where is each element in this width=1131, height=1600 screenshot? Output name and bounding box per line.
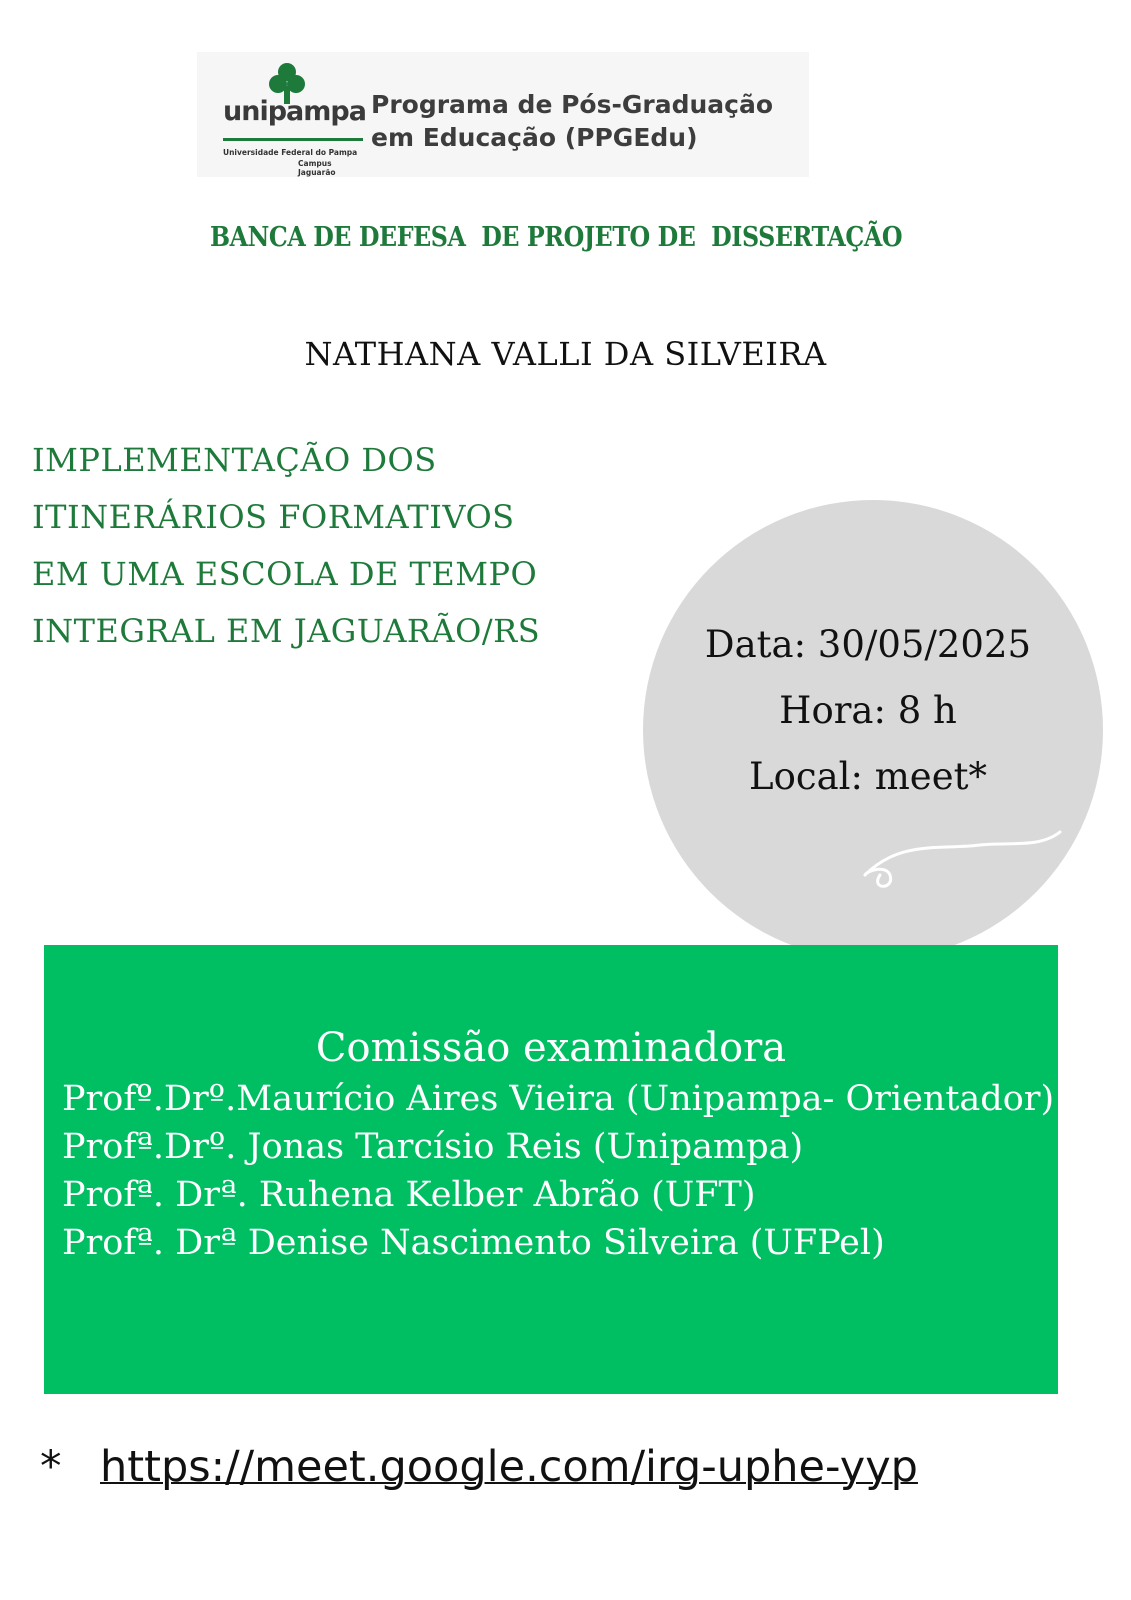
committee-member: Profª.Drº. Jonas Tarcísio Reis (Unipampa) [62,1127,804,1167]
committee-member: Profª. Drª Denise Nascimento Silveira (UFPel) [62,1223,885,1263]
thesis-title-line: INTEGRAL EM JAGUARÃO/RS [32,612,541,650]
logo-underline [223,138,363,141]
event-date: Data: 30/05/2025 [704,623,1032,666]
thesis-title [32,432,652,660]
event-details [643,612,1093,810]
decorative-squiggle-icon [860,820,1070,900]
event-location: Local: meet* [749,755,987,798]
committee-member: Profº.Drº.Maurício Aires Vieira (Unipampa- Orientador) [62,1079,1055,1119]
thesis-title-line: EM UMA ESCOLA DE TEMPO [32,555,538,593]
meet-link[interactable]: https://meet.google.com/irg-uphe-yyp [100,1442,918,1492]
program-name-line: em Educação (PPGEdu) [371,123,698,152]
committee-members [62,1075,1054,1267]
logo-university-name: Universidade Federal do Pampa [223,148,358,157]
thesis-title-line: ITINERÁRIOS FORMATIVOS [32,498,515,536]
committee-member: Profª. Drª. Ruhena Kelber Abrão (UFT) [62,1175,756,1215]
logo-campus-name: Campus Jaguarão [298,159,336,177]
unipampa-logo [211,62,366,177]
student-name: NATHANA VALLI DA SILVEIRA [304,335,827,373]
footnote-marker: * [40,1442,62,1492]
logo-wordmark: unipampa [223,96,366,127]
thesis-title-line: IMPLEMENTAÇÃO DOS [32,441,437,479]
event-title: BANCA DE DEFESA DE PROJETO DE DISSERTAÇÃO [210,222,903,253]
event-time: Hora: 8 h [779,689,957,732]
program-name [371,88,773,154]
committee-panel [44,945,1058,1394]
committee-title: Comissão examinadora [315,1025,787,1071]
program-name-line: Programa de Pós-Graduação [371,90,774,119]
header-logo-block [197,52,809,177]
